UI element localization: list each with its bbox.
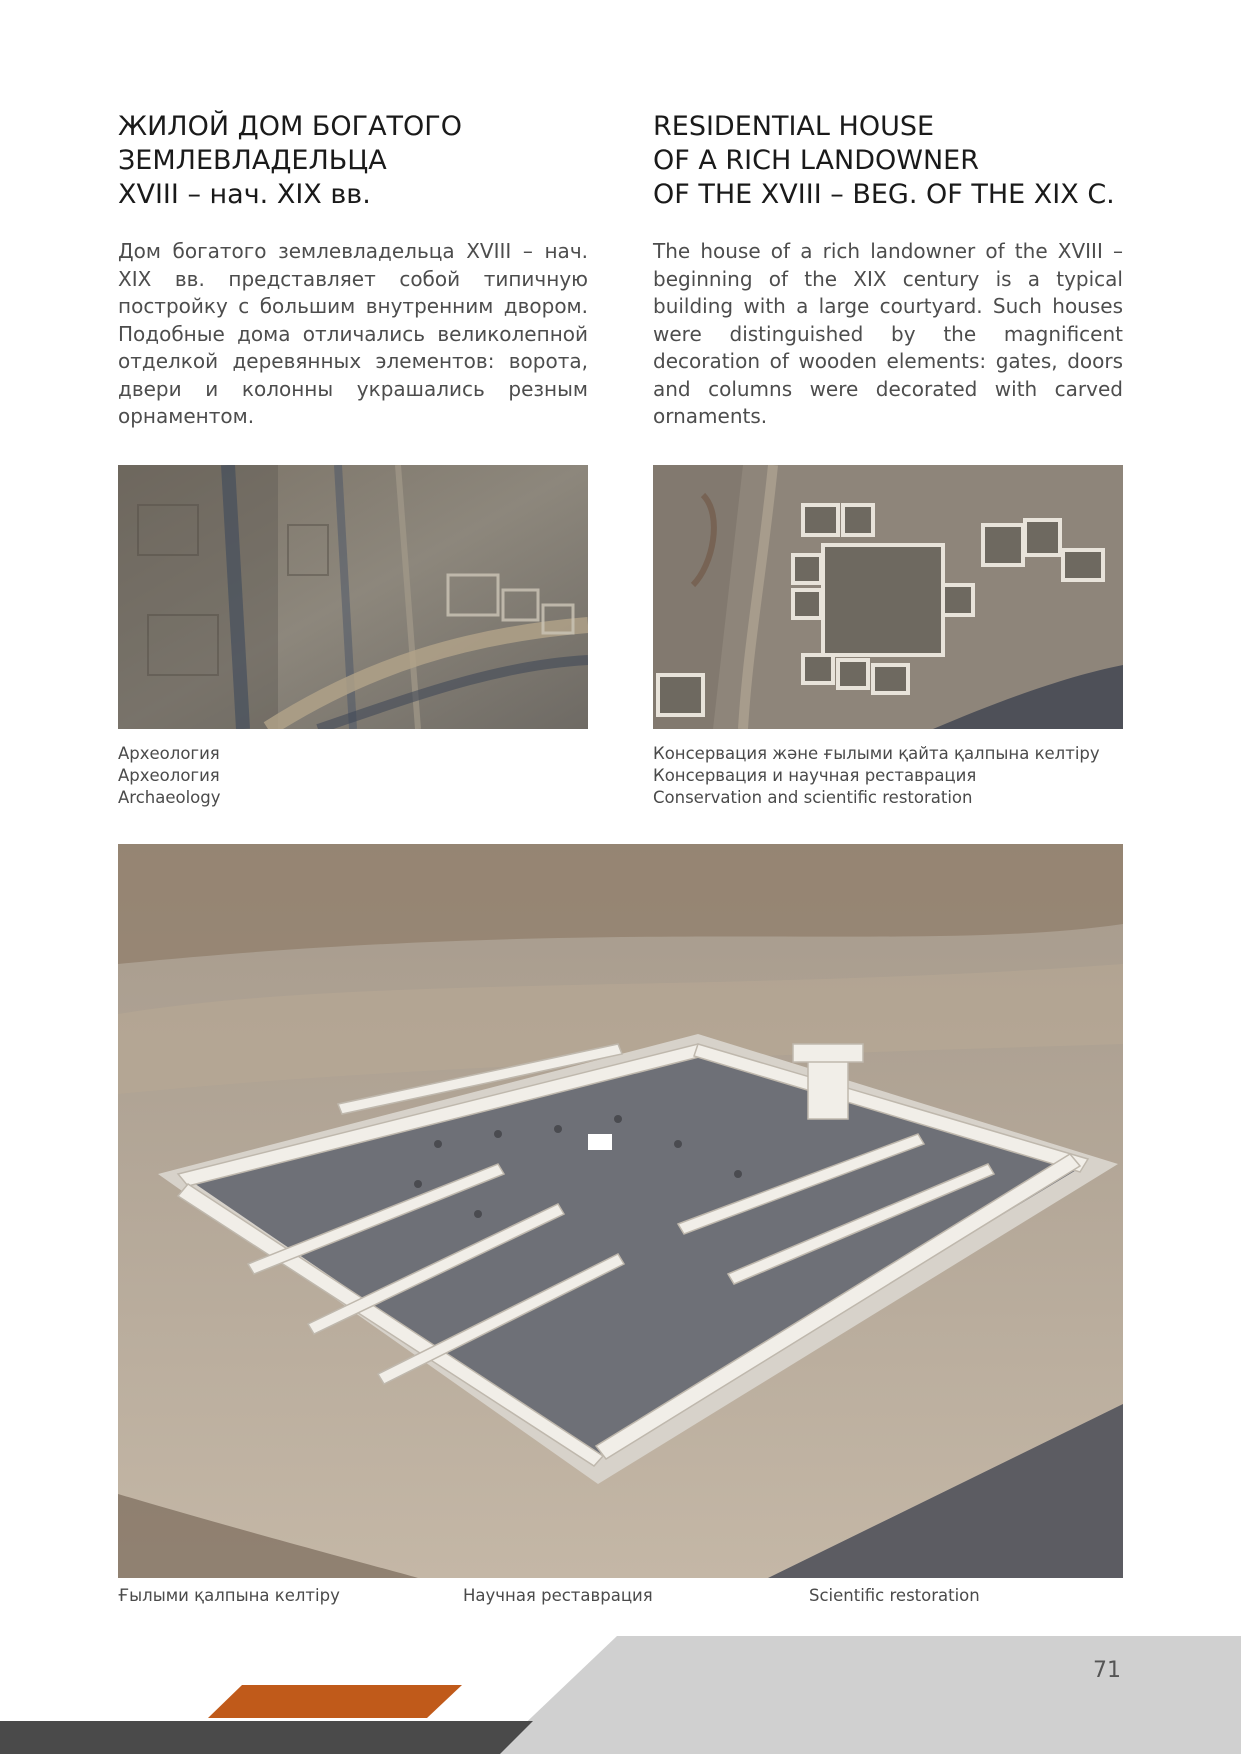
- title-line: OF THE XVIII – BEG. OF THE XIX C.: [653, 179, 1115, 210]
- photo-conservation: [653, 465, 1123, 729]
- photo-scientific-restoration: [118, 844, 1123, 1578]
- title-line: XVIII – нач. XIX вв.: [118, 179, 371, 210]
- photo-archaeology: [118, 465, 588, 729]
- caption-line: Консервация и научная реставрация: [653, 766, 977, 785]
- caption-english: Scientific restoration: [809, 1586, 980, 1605]
- caption-line: Археология: [118, 766, 220, 785]
- title-russian: [118, 110, 588, 212]
- footer-light-shape: [493, 1636, 1241, 1754]
- title-line: RESIDENTIAL HOUSE: [653, 111, 935, 142]
- caption-line: Археология: [118, 744, 220, 763]
- caption-conservation: [653, 743, 1100, 809]
- title-line: ЖИЛОЙ ДОМ БОГАТОГО: [118, 111, 463, 142]
- title-english: [653, 110, 1123, 212]
- caption-russian: Научная реставрация: [463, 1586, 653, 1605]
- body-text-english: The house of a rich landowner of the XVIII – beginning of the XIX century is a typical building with a large courtyard. Such houses were distinguished by the magnificent decoration of wooden elements: gates, doors and columns were decorated with carved ornaments.: [653, 239, 1123, 428]
- title-line: OF A RICH LANDOWNER: [653, 145, 979, 176]
- footer-dark-bar: [0, 1721, 533, 1754]
- caption-line: Консервация және ғылыми қайта қалпына келтіру: [653, 744, 1100, 763]
- footer-decoration: [0, 1630, 1241, 1754]
- title-line: ЗЕМЛЕВЛАДЕЛЬЦА: [118, 145, 387, 176]
- caption-kazakh: Ғылыми қалпына келтіру: [118, 1586, 340, 1605]
- caption-line: Archaeology: [118, 788, 221, 807]
- footer-accent-stripe: [208, 1685, 462, 1718]
- body-text-russian: Дом богатого землевладельца XVIII – нач. XIX вв. представляет собой типичную постройку с большим внутренним двором. Подобные дома отличались великолепной отделкой деревянных элементов: ворота, двери и колонны украшались резным орнаментом.: [118, 239, 588, 428]
- page-number: 71: [1093, 1658, 1121, 1683]
- caption-archaeology: [118, 743, 221, 809]
- caption-line: Conservation and scientific restoration: [653, 788, 973, 807]
